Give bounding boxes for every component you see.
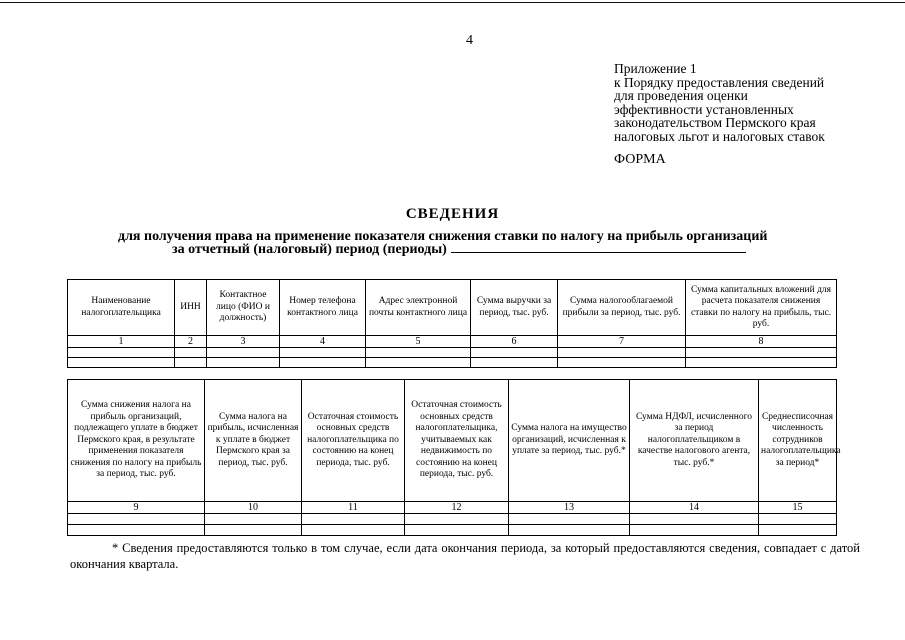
data-cell[interactable] (175, 348, 207, 358)
data-cell[interactable] (630, 525, 759, 536)
column-number: 4 (280, 336, 366, 348)
header-contact-person: Контактное лицо (ФИО и должность) (207, 280, 280, 336)
column-number: 13 (509, 502, 630, 514)
data-cell[interactable] (759, 514, 837, 525)
data-cell[interactable] (68, 348, 175, 358)
data-cell[interactable] (205, 525, 302, 536)
header-headcount: Среднесписочная численность сотрудников налогоплательщика за период* (759, 380, 837, 502)
form-label: ФОРМА (614, 152, 666, 167)
column-number: 11 (302, 502, 405, 514)
document-subtitle: для получения права на применение показателя снижения ставки по налогу на прибыль организаций (118, 229, 768, 244)
table-row (68, 514, 837, 525)
appendix-line: налоговых льгот и налоговых ставок (614, 128, 825, 144)
data-cell[interactable] (207, 348, 280, 358)
column-number: 3 (207, 336, 280, 348)
data-cell[interactable] (759, 525, 837, 536)
header-property-tax: Сумма налога на имущество организаций, исчисленная к уплате за период, тыс. руб.* (509, 380, 630, 502)
appendix-block (614, 62, 894, 143)
page-number: 4 (466, 33, 473, 48)
period-line (172, 240, 746, 258)
data-cell[interactable] (509, 525, 630, 536)
data-cell[interactable] (471, 358, 558, 368)
data-cell[interactable] (280, 358, 366, 368)
column-number: 1 (68, 336, 175, 348)
data-cell[interactable] (558, 358, 686, 368)
data-cell[interactable] (302, 514, 405, 525)
column-number: 5 (366, 336, 471, 348)
appendix-line: Приложение 1 (614, 61, 697, 76)
header-profit-tax: Сумма налога на прибыль, исчисленная к уплате в бюджет Пермского края за период, тыс. руб. (205, 380, 302, 502)
data-cell[interactable] (68, 525, 205, 536)
data-cell[interactable] (686, 358, 837, 368)
header-capital-investments: Сумма капитальных вложений для расчета показателя снижения ставки по налогу на прибыль, тыс. руб. (686, 280, 837, 336)
data-cell[interactable] (68, 514, 205, 525)
column-number: 6 (471, 336, 558, 348)
data-cell[interactable] (471, 348, 558, 358)
data-cell[interactable] (558, 348, 686, 358)
period-label: за отчетный (налоговый) период (периоды) (172, 242, 447, 257)
column-number: 8 (686, 336, 837, 348)
header-email: Адрес электронной почты контактного лица (366, 280, 471, 336)
data-cell[interactable] (405, 525, 509, 536)
header-tax-reduction: Сумма снижения налога на прибыль организаций, подлежащего уплате в бюджет Пермского края, в результате применения показателя снижения по налогу на прибыль за период, тыс. руб. (68, 380, 205, 502)
header-fixed-assets: Остаточная стоимость основных средств налогоплательщика по состоянию на конец периода, тыс. руб. (302, 380, 405, 502)
document-title: СВЕДЕНИЯ (405, 206, 500, 222)
column-number: 10 (205, 502, 302, 514)
data-cell[interactable] (205, 514, 302, 525)
appendix-line: к Порядку предоставления сведений (614, 74, 825, 90)
data-cell[interactable] (686, 348, 837, 358)
column-number: 2 (175, 336, 207, 348)
data-cell[interactable] (68, 358, 175, 368)
header-phone: Номер телефона контактного лица (280, 280, 366, 336)
header-revenue: Сумма выручки за период, тыс. руб. (471, 280, 558, 336)
data-cell[interactable] (366, 348, 471, 358)
data-cell[interactable] (630, 514, 759, 525)
table-row (68, 358, 837, 368)
data-cell[interactable] (405, 514, 509, 525)
appendix-line: для проведения оценки (614, 88, 748, 103)
data-cell[interactable] (207, 358, 280, 368)
footnote-text: * Сведения предоставляются только в том случае, если дата окончания периода, за который предоставляются сведения, совпадает с датой окончания квартала. (70, 541, 860, 571)
data-cell[interactable] (509, 514, 630, 525)
column-number: 7 (558, 336, 686, 348)
header-inn: ИНН (175, 280, 207, 336)
column-number: 9 (68, 502, 205, 514)
form-table-1 (67, 279, 837, 368)
header-taxpayer-name: Наименование налогоплательщика (68, 280, 175, 336)
data-cell[interactable] (280, 348, 366, 358)
footnote (70, 540, 860, 572)
header-ndfl: Сумма НДФЛ, исчисленного за период налогоплательщиком в качестве налогового агента, тыс. руб.* (630, 380, 759, 502)
table-row (68, 525, 837, 536)
column-number: 15 (759, 502, 837, 514)
column-number: 14 (630, 502, 759, 514)
data-cell[interactable] (175, 358, 207, 368)
form-table-2 (67, 379, 841, 536)
data-cell[interactable] (302, 525, 405, 536)
appendix-line: законодательством Пермского края (614, 115, 816, 130)
header-real-estate-assets: Остаточная стоимость основных средств налогоплательщика, учитываемых как недвижимость по состоянию на конец периода, тыс. руб. (405, 380, 509, 502)
column-number: 12 (405, 502, 509, 514)
appendix-line: эффективности установленных (614, 101, 794, 117)
period-blank-field[interactable] (451, 240, 746, 253)
top-border-line (0, 2, 905, 3)
table-row (68, 348, 837, 358)
data-cell[interactable] (366, 358, 471, 368)
header-taxable-profit: Сумма налогооблагаемой прибыли за период, тыс. руб. (558, 280, 686, 336)
